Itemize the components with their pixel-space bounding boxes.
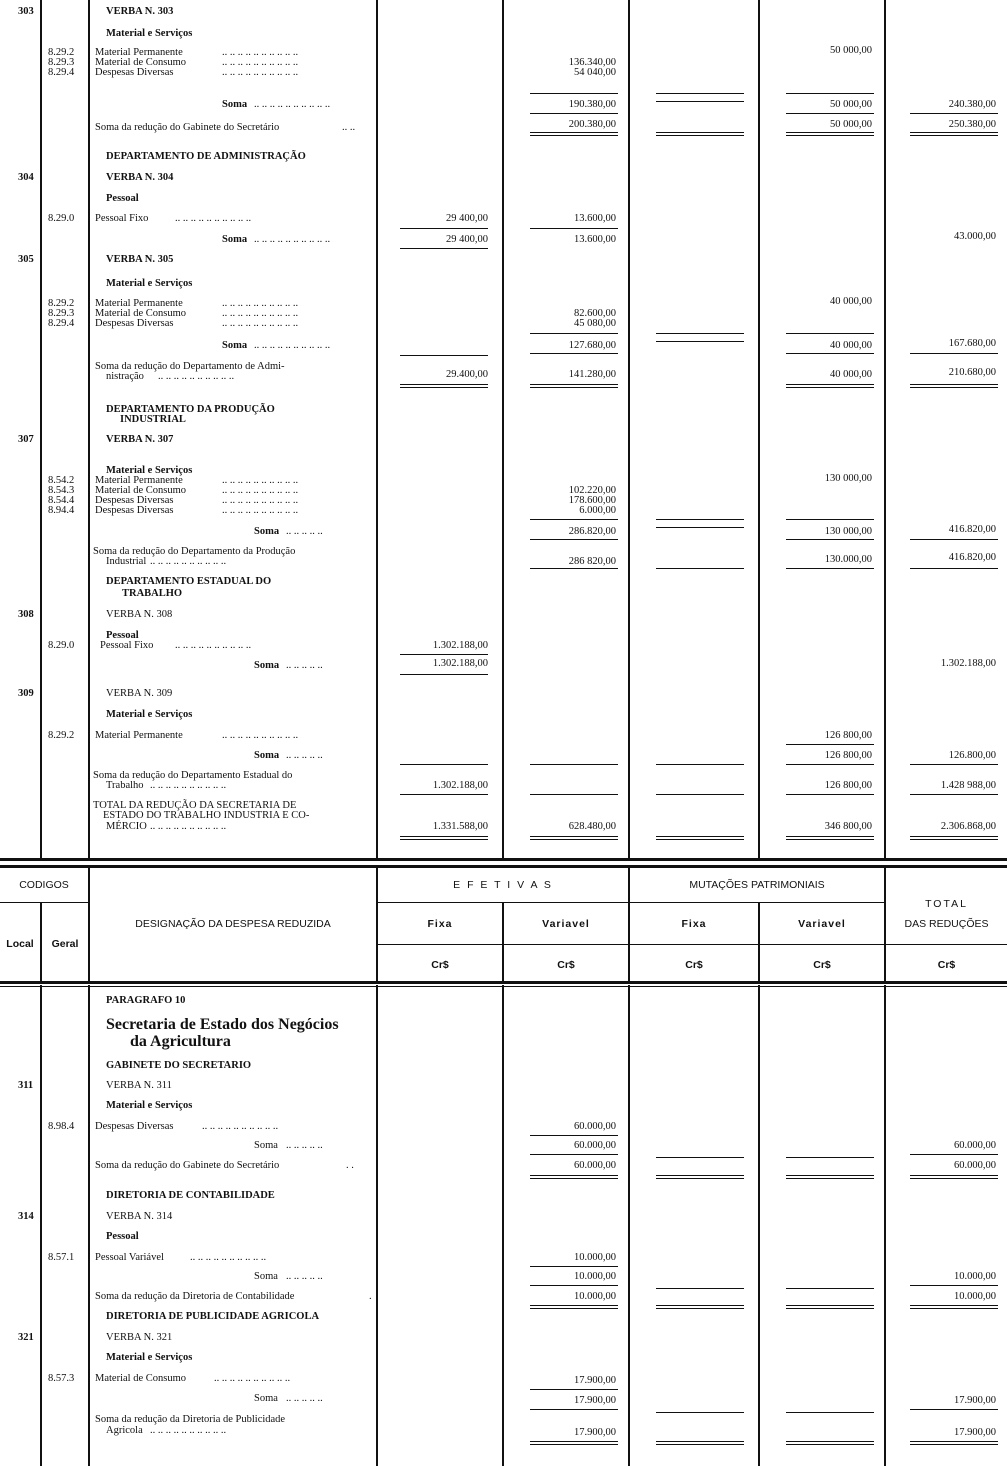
row-designation: Material de Consumo [95,485,186,496]
header-bottom-rule [0,986,1007,987]
code-local: 304 [18,172,34,183]
header-mutacoes-variavel: Variavel [798,918,846,930]
code-geral: 8.57.3 [48,1373,75,1384]
value-total: 416.820,00 [948,552,996,563]
value-mutacoes-variavel: 130 000,00 [824,526,872,537]
value-mutacoes-variavel: 346 800,00 [824,821,872,832]
value-total: 60.000,00 [954,1160,996,1171]
col-line-geral [88,0,90,858]
row-designation: Material Permanente [95,475,183,486]
reducao-label: Trabalho [106,780,144,791]
row-designation: Despesas Diversas [95,505,174,516]
value-efetivas-variavel: 102.220,00 [568,485,616,496]
row-designation: Material Permanente [95,298,183,309]
department-heading: TRABALHO [122,588,183,599]
reducao-label: Soma da redução da Diretoria de Publicidade [95,1414,286,1425]
value-mutacoes-variavel: 40 000,00 [830,296,872,307]
row-dots: .. .. .. .. .. .. .. .. .. .. [150,780,227,791]
value-total: 60.000,00 [954,1140,996,1151]
value-efetivas-fixa: 29 400,00 [446,213,488,224]
code-geral: 8.54.2 [48,475,75,486]
department-heading: DEPARTAMENTO DE ADMINISTRAÇÃO [106,151,306,162]
soma-label: Soma [254,526,280,537]
row-dots: .. .. .. .. .. .. .. .. .. .. [214,1373,291,1384]
value-total: 1.428 988,00 [940,780,996,791]
verba-subtitle: Material e Serviços [106,1352,193,1363]
verba-subtitle: Material e Serviços [106,1100,193,1111]
value-efetivas-fixa: 29 400,00 [446,234,488,245]
row-designation: Despesas Diversas [95,495,174,506]
col-line-evar [628,0,630,858]
code-geral: 8.98.4 [48,1121,75,1132]
col-line-efixa [502,985,504,1466]
col-line-geral [88,985,90,1466]
row-dots: .. .. .. .. .. .. .. .. .. .. [150,821,227,832]
header-currency: Cr$ [431,959,449,971]
row-dots: .. .. .. .. .. .. .. .. .. .. [222,308,299,319]
code-geral: 8.54.3 [48,485,75,496]
verba-title: VERBA N. 308 [106,609,173,620]
code-geral: 8.29.3 [48,308,75,319]
row-designation: Pessoal Variável [95,1252,164,1263]
row-dots: .. .. .. .. .. .. .. .. .. .. [222,505,299,516]
value-total: 250.380,00 [948,119,996,130]
value-efetivas-fixa: 1.302.188,00 [432,780,488,791]
col-line-efixa [502,0,504,858]
code-local: 305 [18,254,34,265]
reducao-label: nistração [106,371,144,382]
header-designacao: DESIGNAÇÃO DA DESPESA REDUZIDA [135,918,331,930]
value-efetivas-variavel: 190.380,00 [568,99,616,110]
value-efetivas-variavel: 628.480,00 [568,821,616,832]
verba-subtitle: Material e Serviços [106,28,193,39]
verba-title: VERBA N. 309 [106,688,173,699]
value-efetivas-variavel: 127.680,00 [568,340,616,351]
reducao-label: Soma da redução do Departamento da Produção [93,546,296,557]
code-geral: 8.29.2 [48,47,75,58]
row-dots: .. .. .. .. .. [286,660,323,671]
row-designation: Pessoal Fixo [95,213,149,224]
col-line-designacao [376,985,378,1466]
value-total: 210.680,00 [948,367,996,378]
verba-subtitle: Material e Serviços [106,465,193,476]
value-mutacoes-variavel: 50 000,00 [830,99,872,110]
row-dots: .. .. .. .. .. .. .. .. .. .. [150,1425,227,1436]
row-dots: .. .. .. .. .. .. .. .. .. .. [254,234,331,245]
value-efetivas-variavel: 60.000,00 [574,1160,616,1171]
verba-title: VERBA N. 314 [106,1211,173,1222]
row-designation: Despesas Diversas [95,1121,174,1132]
row-designation: Despesas Diversas [95,318,174,329]
row-dots: .. .. .. .. .. .. .. .. .. .. [222,475,299,486]
col-line-evar [628,985,630,1466]
header-bottom-rule [0,981,1007,984]
row-dots: .. .. .. .. .. .. .. .. .. .. [222,57,299,68]
row-dots: .. .. .. .. .. .. .. .. .. .. [222,730,299,741]
row-dots: .. .. .. .. .. [286,750,323,761]
row-dots: .. .. .. .. .. .. .. .. .. .. [150,556,227,567]
header-mutacoes-fixa: Fixa [681,918,707,930]
verba-subtitle: Material e Serviços [106,709,193,720]
value-efetivas-fixa: 1.302.188,00 [432,658,488,669]
soma-label: Soma [254,1393,278,1404]
row-dots: . [369,1291,372,1302]
value-efetivas-variavel: 60.000,00 [574,1140,616,1151]
value-mutacoes-variavel: 40 000,00 [830,369,872,380]
value-efetivas-variavel: 17.900,00 [574,1375,616,1386]
row-dots: .. .. .. .. .. .. .. .. .. .. [222,485,299,496]
row-designation: Material de Consumo [95,308,186,319]
value-efetivas-variavel: 45 080,00 [574,318,616,329]
verba-title: VERBA N. 307 [106,434,174,445]
col-line-mvar [884,985,886,1466]
value-mutacoes-variavel: 130.000,00 [824,554,872,565]
header-currency: Cr$ [813,959,831,971]
department-heading: DIRETORIA DE CONTABILIDADE [106,1190,275,1201]
value-total: 167.680,00 [948,338,996,349]
value-mutacoes-variavel: 40 000,00 [830,340,872,351]
reducao-label: Soma da redução do Gabinete do Secretário [95,1160,280,1171]
col-line-mfixa [758,985,760,1466]
value-efetivas-variavel: 200.380,00 [568,119,616,130]
row-designation: Material de Consumo [95,57,186,68]
value-total: 17.900,00 [954,1395,996,1406]
row-dots: .. .. .. .. .. [286,526,323,537]
header-codigos: CODIGOS [19,879,69,891]
value-efetivas-variavel: 10.000,00 [574,1291,616,1302]
code-local: 321 [18,1332,34,1343]
value-total: 10.000,00 [954,1271,996,1282]
header-total: TOTAL [925,898,968,910]
paragraph-heading: PARAGRAFO 10 [106,995,186,1006]
code-local: 309 [18,688,34,699]
code-geral: 8.29.3 [48,57,75,68]
soma-label: Soma [254,1140,278,1151]
col-line-mfixa [758,0,760,858]
value-efetivas-variavel: 60.000,00 [574,1121,616,1132]
secretaria-heading: da Agricultura [130,1033,231,1050]
value-total: 1.302.188,00 [940,658,996,669]
header-local: Local [6,938,34,950]
value-efetivas-fixa: 1.302.188,00 [432,640,488,651]
verba-title: VERBA N. 305 [106,254,174,265]
reducao-label: Industrial [106,556,147,567]
value-total: 10.000,00 [954,1291,996,1302]
row-designation: Material Permanente [95,730,183,741]
reducao-label: Soma da redução do Departamento de Admi- [95,361,285,372]
row-dots: .. .. .. .. .. [286,1140,323,1151]
verba-title: VERBA N. 321 [106,1332,173,1343]
row-dots: .. .. [342,122,356,133]
value-total: 2.306.868,00 [940,821,996,832]
value-efetivas-variavel: 10.000,00 [574,1271,616,1282]
department-heading: INDUSTRIAL [120,414,186,425]
soma-label: Soma [222,99,248,110]
value-efetivas-variavel: 286 820,00 [568,556,616,567]
row-dots: .. .. .. .. .. .. .. .. .. .. [254,99,331,110]
code-geral: 8.29.4 [48,318,75,329]
code-geral: 8.29.0 [48,213,75,224]
soma-label: Soma [254,660,280,671]
value-mutacoes-variavel: 126 800,00 [824,730,872,741]
verba-title: VERBA N. 304 [106,172,174,183]
code-geral: 8.57.1 [48,1252,75,1263]
value-efetivas-variavel: 17.900,00 [574,1427,616,1438]
value-efetivas-variavel: 178.600,00 [568,495,616,506]
code-geral: 8.29.4 [48,67,75,78]
soma-label: Soma [254,1271,278,1282]
department-heading: DEPARTAMENTO DA PRODUÇÃO [106,404,275,415]
verba-title: VERBA N. 303 [106,6,174,17]
code-geral: 8.29.0 [48,640,75,651]
value-total: 43.000,00 [954,231,996,242]
department-heading: DIRETORIA DE PUBLICIDADE AGRICOLA [106,1311,320,1322]
row-designation: Despesas Diversas [95,67,174,78]
row-dots: .. .. .. .. .. [286,1271,323,1282]
department-heading: DEPARTAMENTO ESTADUAL DO [106,576,272,587]
value-efetivas-variavel: 286.820,00 [568,526,616,537]
col-line-local [40,985,42,1466]
col-line-local [40,0,42,858]
value-total: 17.900,00 [954,1427,996,1438]
col-line-designacao [376,0,378,858]
row-dots: .. .. .. .. .. .. .. .. .. .. [190,1252,267,1263]
row-dots: .. .. .. .. .. .. .. .. .. .. [222,495,299,506]
value-total: 416.820,00 [948,524,996,535]
total-label: TOTAL DA REDUÇÃO DA SECRETARIA DE [93,800,297,811]
code-local: 314 [18,1211,34,1222]
row-dots: .. .. .. .. .. .. .. .. .. .. [175,640,252,651]
row-dots: .. .. .. .. .. .. .. .. .. .. [222,318,299,329]
value-efetivas-variavel: 17.900,00 [574,1395,616,1406]
row-dots: .. .. .. .. .. .. .. .. .. .. [202,1121,279,1132]
soma-label: Soma [222,234,248,245]
verba-subtitle: Material e Serviços [106,278,193,289]
value-efetivas-fixa: 29.400,00 [446,369,488,380]
code-local: 303 [18,6,34,17]
row-dots: .. .. .. .. .. .. .. .. .. .. [222,47,299,58]
reducao-label: Soma da redução da Diretoria de Contabilidade [95,1291,295,1302]
total-label: MÉRCIO [106,821,147,832]
value-efetivas-variavel: 82.600,00 [574,308,616,319]
col-line-mvar [884,0,886,858]
code-geral: 8.54.4 [48,495,75,506]
header-geral: Geral [51,938,79,950]
reducao-label: Agricola [106,1425,143,1436]
header-currency: Cr$ [937,959,956,971]
value-efetivas-variavel: 13.600,00 [574,213,616,224]
value-total: 126.800,00 [948,750,996,761]
value-mutacoes-variavel: 126 800,00 [824,780,872,791]
value-mutacoes-variavel: 126 800,00 [824,750,872,761]
reducao-label: Soma da redução do Departamento Estadual do [93,770,293,781]
code-local: 307 [18,434,34,445]
verba-subtitle: Pessoal [106,1231,139,1242]
code-local: 311 [18,1080,34,1091]
header-currency: Cr$ [557,959,575,971]
value-mutacoes-variavel: 50 000,00 [830,45,872,56]
value-efetivas-variavel: 136.340,00 [568,57,616,68]
header-efetivas: E F E T I V A S [453,879,553,891]
total-label: ESTADO DO TRABALHO INDUSTRIA E CO- [103,810,310,821]
value-mutacoes-variavel: 50 000,00 [830,119,872,130]
row-designation: Pessoal Fixo [100,640,154,651]
row-designation: Material de Consumo [95,1373,186,1384]
secretaria-heading: Secretaria de Estado dos Negócios [106,1016,339,1033]
value-efetivas-variavel: 6.000,00 [579,505,616,516]
value-efetivas-variavel: 54 040,00 [574,67,616,78]
row-designation: Material Permanente [95,47,183,58]
row-dots: .. .. .. .. .. .. .. .. .. .. [175,213,252,224]
header-currency: Cr$ [685,959,703,971]
header-top-rule [0,858,1007,861]
verba-subtitle: Pessoal [106,630,139,641]
header-efetivas-variavel: Variavel [542,918,590,930]
verba-subtitle: Pessoal [106,193,139,204]
row-dots: .. .. .. .. .. [286,1393,323,1404]
verba-title: VERBA N. 311 [106,1080,172,1091]
row-dots: .. .. .. .. .. .. .. .. .. .. [222,67,299,78]
value-total: 240.380,00 [948,99,996,110]
row-dots: .. .. .. .. .. .. .. .. .. .. [158,371,235,382]
header-total: DAS REDUÇÕES [904,918,989,930]
code-local: 308 [18,609,34,620]
row-dots: .. .. .. .. .. .. .. .. .. .. [254,340,331,351]
value-efetivas-fixa: 1.331.588,00 [432,821,488,832]
department-heading: GABINETE DO SECRETARIO [106,1060,252,1071]
header-efetivas-fixa: Fixa [427,918,453,930]
soma-label: Soma [254,750,280,761]
row-dots: .. .. .. .. .. .. .. .. .. .. [222,298,299,309]
value-efetivas-variavel: 141.280,00 [568,369,616,380]
code-geral: 8.29.2 [48,730,75,741]
soma-label: Soma [222,340,248,351]
code-geral: 8.29.2 [48,298,75,309]
value-efetivas-variavel: 10.000,00 [574,1252,616,1263]
reducao-label: Soma da redução do Gabinete do Secretário [95,122,280,133]
code-geral: 8.94.4 [48,505,75,516]
value-mutacoes-variavel: 130 000,00 [824,473,872,484]
header-mutacoes: MUTAÇÕES PATRIMONIAIS [689,879,825,891]
header-top-rule [0,865,1007,868]
row-dots: . . [346,1160,354,1171]
value-efetivas-variavel: 13.600,00 [574,234,616,245]
